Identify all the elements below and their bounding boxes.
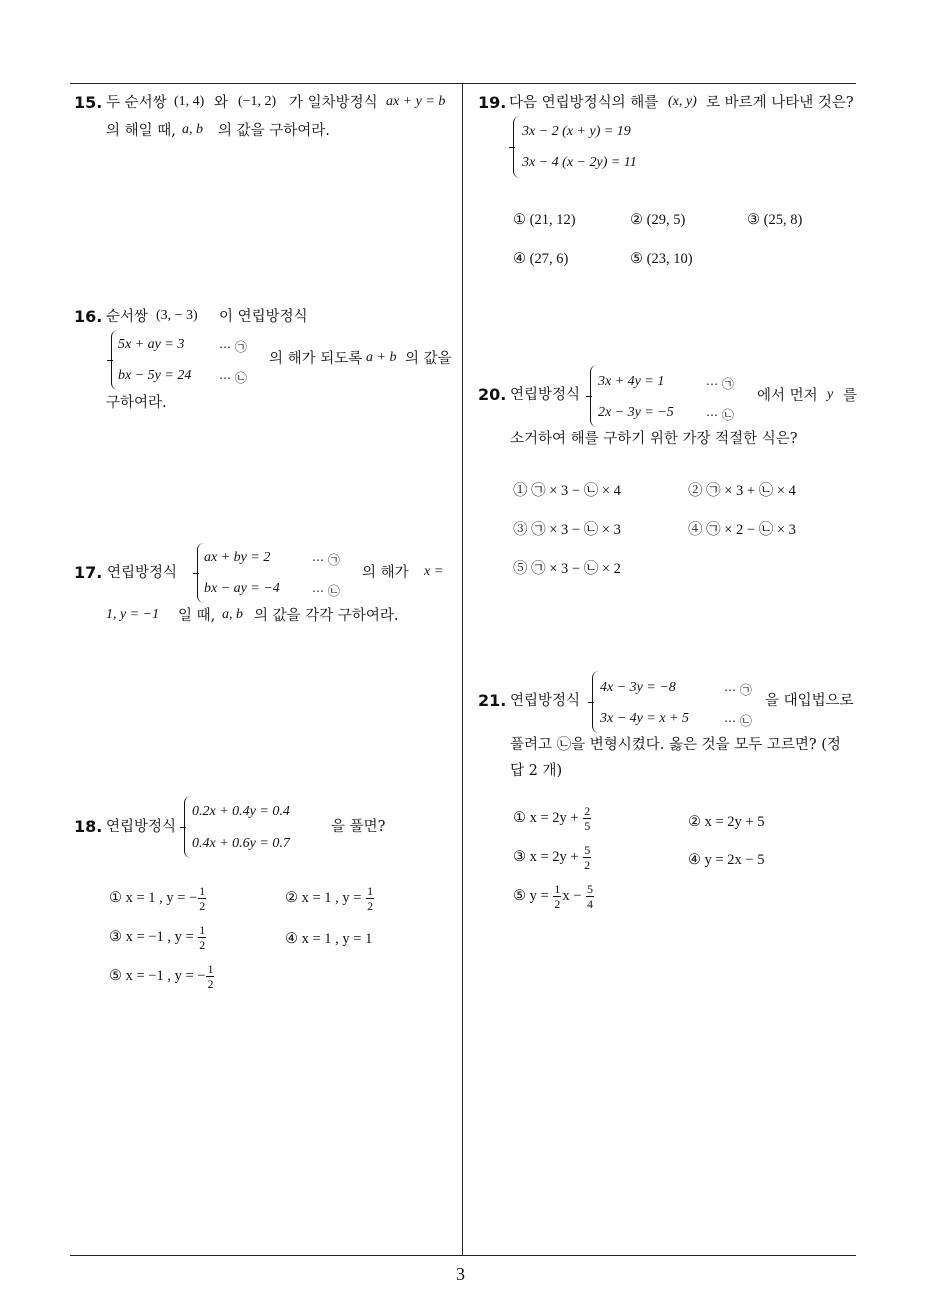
q20-y: y — [827, 387, 834, 402]
q20-tail-c: 를 — [843, 388, 858, 404]
q16-pair: (3, − 3) — [156, 308, 198, 323]
q20-lead: 연립방정식 — [510, 387, 581, 403]
q15-line1-e: 가 일차방정식 — [289, 95, 378, 111]
q16-line1-a: 순서쌍 — [106, 309, 149, 325]
q15-equation: ax + y = b — [386, 94, 446, 109]
q19-line1-a: 다음 연립방정식의 해를 — [509, 95, 659, 111]
q20-line2: 소거하여 해를 구하기 위한 가장 적절한 식은? — [510, 431, 798, 447]
q20-option-3[interactable]: ③ ㉠ × 3 − ㉡ × 3 — [513, 522, 621, 538]
q20-eq1: 3x + 4y = 1 — [598, 374, 665, 389]
bottom-rule — [70, 1255, 856, 1256]
q18-option-2[interactable]: ② x = 1 , y = $\frac{1}{2}$ — [285, 884, 374, 913]
q18-option-1[interactable]: ① x = 1 , y = − $\frac{1}{2}$ — [109, 884, 206, 913]
q20-option-5[interactable]: ⑤ ㉠ × 3 − ㉡ × 2 — [513, 561, 621, 577]
q18-lead: 연립방정식 — [106, 819, 177, 835]
q21-option-2[interactable]: ② x = 2y + 5 — [688, 814, 765, 830]
q19-line1-c: 로 바르게 나타낸 것은? — [706, 95, 854, 111]
q15-line2-a: 의 해일 때, — [106, 123, 176, 139]
q19-option-3[interactable]: ③ (25, 8) — [747, 212, 803, 228]
q20-eq2: 2x − 3y = −5 — [598, 405, 674, 420]
q16-eq1: 5x + ay = 3 — [118, 337, 185, 352]
q15-line1-c: 와 — [214, 95, 229, 111]
q19-eq1: 3x − 2 (x + y) = 19 — [522, 124, 631, 139]
q17-tag2: ⋯ ㉡ — [312, 584, 340, 598]
q16-mid-a: 의 해가 되도록 — [269, 351, 363, 367]
q19-option-5[interactable]: ⑤ (23, 10) — [630, 251, 693, 267]
q19-option-4[interactable]: ④ (27, 6) — [513, 251, 569, 267]
q20-tail-a: 에서 먼저 — [757, 388, 818, 404]
q17-line2-b: 일 때, — [178, 608, 216, 624]
q20-option-1[interactable]: ① ㉠ × 3 − ㉡ × 4 — [513, 483, 621, 499]
q18-tail: 을 풀면? — [331, 819, 386, 835]
q15-pair2: (−1, 2) — [238, 94, 277, 109]
q17-tag1: ⋯ ㉠ — [312, 553, 340, 567]
q17-eq2: bx − ay = −4 — [204, 581, 280, 596]
q16-tag1: ⋯ ㉠ — [219, 340, 247, 354]
q15-line1-a: 두 순서쌍 — [106, 95, 167, 111]
q15-pair1: (1, 4) — [174, 94, 205, 109]
q19-option-2[interactable]: ② (29, 5) — [630, 212, 686, 228]
q21-lead: 연립방정식 — [510, 693, 581, 709]
q17-mid-a: 의 해가 — [362, 565, 409, 581]
q16-sum: a + b — [366, 350, 397, 365]
q18-option-5[interactable]: ⑤ x = −1 , y = − $\frac{1}{2}$ — [109, 962, 214, 991]
q21-option-5[interactable]: ⑤ y = $\frac{1}{2}$ x − $\frac{5}{4}$ — [513, 882, 593, 911]
q17-brace — [197, 543, 204, 603]
q17-vars: a, b — [222, 607, 243, 622]
q21-tag2: ⋯ ㉡ — [724, 714, 752, 728]
q16-eq2: bx − 5y = 24 — [118, 368, 192, 383]
q17-eq1: ax + by = 2 — [204, 550, 271, 565]
q15-vars: a, b — [182, 122, 203, 137]
q16-line3: 구하여라. — [106, 395, 167, 411]
q16-mid-c: 의 값을 — [405, 351, 452, 367]
q21-tail: 을 대입법으로 — [765, 693, 854, 709]
q21-option-3[interactable]: ③ x = 2y + $\frac{5}{2}$ — [513, 843, 591, 872]
q21-tag1: ⋯ ㉠ — [724, 683, 752, 697]
q18-eq2: 0.4x + 0.6y = 0.7 — [192, 836, 290, 851]
q18-option-4[interactable]: ④ x = 1 , y = 1 — [285, 931, 373, 947]
q18-option-3[interactable]: ③ x = −1 , y = $\frac{1}{2}$ — [109, 923, 206, 952]
q20-tag2: ⋯ ㉡ — [706, 408, 734, 422]
q20-brace — [590, 365, 597, 427]
q21-option-4[interactable]: ④ y = 2x − 5 — [688, 852, 765, 868]
question-number: 16. — [74, 307, 103, 326]
q15-line2-c: 의 값을 구하여라. — [218, 123, 330, 139]
q19-brace — [513, 116, 520, 178]
q16-line1-c: 이 연립방정식 — [219, 309, 308, 325]
q17-line2-d: 의 값을 각각 구하여라. — [254, 608, 399, 624]
q21-option-1[interactable]: ① x = 2y + $\frac{2}{5}$ — [513, 804, 591, 833]
q21-line3: 답 2 개) — [510, 763, 563, 779]
q16-tag2: ⋯ ㉡ — [219, 371, 247, 385]
question-number: 18. — [74, 817, 103, 836]
question-number: 17. — [74, 563, 103, 582]
q17-values: 1, y = −1 — [106, 607, 160, 622]
q21-eq1: 4x − 3y = −8 — [600, 680, 676, 695]
q19-eq2: 3x − 4 (x − 2y) = 11 — [522, 155, 637, 170]
q18-eq1: 0.2x + 0.4y = 0.4 — [192, 804, 290, 819]
question-number: 19. — [478, 93, 507, 112]
q17-lead: 연립방정식 — [107, 565, 178, 581]
q21-eq2: 3x − 4y = x + 5 — [600, 711, 689, 726]
question-number: 15. — [74, 93, 103, 112]
question-number: 21. — [478, 691, 507, 710]
q20-tag1: ⋯ ㉠ — [706, 377, 734, 391]
q21-brace — [592, 671, 599, 733]
q18-brace — [184, 796, 191, 858]
column-divider — [462, 84, 463, 1256]
q20-option-2[interactable]: ② ㉠ × 3 + ㉡ × 4 — [688, 483, 796, 499]
page-number: 3 — [456, 1264, 465, 1284]
q19-pair: (x, y) — [668, 94, 697, 109]
q16-brace — [111, 330, 118, 390]
q19-option-1[interactable]: ① (21, 12) — [513, 212, 576, 228]
q21-line2: 풀려고 ㉡을 변형시켰다. 옳은 것을 모두 고르면? (정 — [510, 737, 841, 753]
question-number: 20. — [478, 385, 507, 404]
q17-x: x = — [424, 564, 444, 579]
q20-option-4[interactable]: ④ ㉠ × 2 − ㉡ × 3 — [688, 522, 796, 538]
